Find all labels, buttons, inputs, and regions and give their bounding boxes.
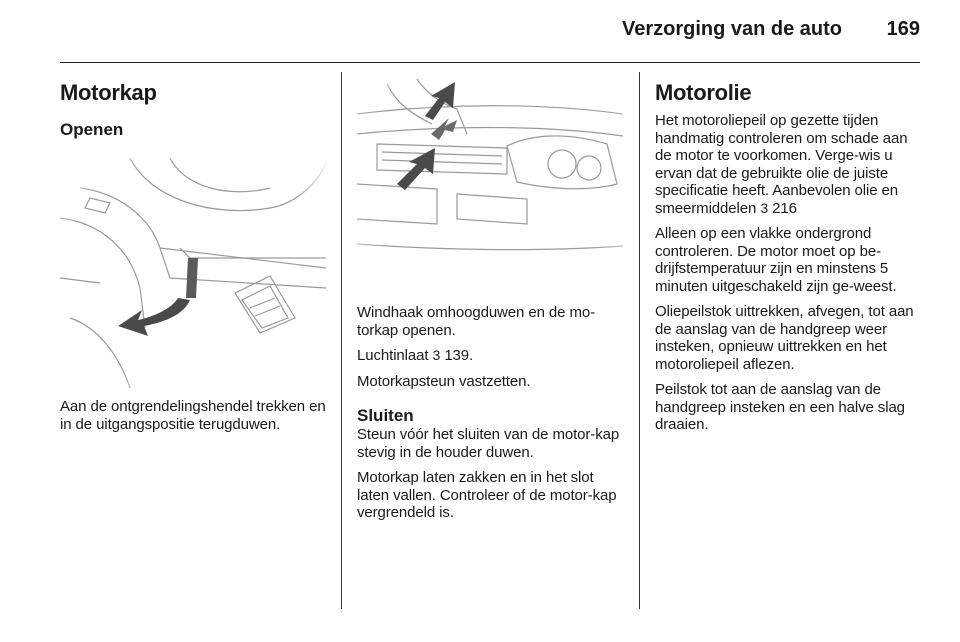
- cross-reference-icon: 3: [760, 199, 769, 216]
- oil-intro-paragraph: [655, 112, 925, 217]
- column-divider: [639, 72, 640, 609]
- column-hood: [60, 74, 330, 441]
- section-title-motorkap: Motorkap: [60, 80, 157, 105]
- step-secure-support: Motorkapsteun vastzetten.: [357, 372, 531, 390]
- page-header: [60, 0, 920, 63]
- oil-dipstick-reinsert: Peilstok tot aan de aanslag van de handgreep insteken en een halve slag draaien.: [655, 381, 905, 433]
- oil-check-conditions: Alleen op een vlakke ondergrond controleren. De motor moet op be-drijfstemperatuur zijn en minstens 5 minuten uitgeschakeld zijn ge-weest.: [655, 225, 897, 295]
- section-title-motorolie: Motorolie: [655, 80, 752, 105]
- oil-intro-text: Het motoroliepeil op gezette tijden handmatig controleren om schade aan de motor te voorkomen. Verge-wis u ervan dat de gebruikte olie de juiste specificatie heeft. Aanbevolen olie en smeermiddelen: [655, 112, 908, 217]
- page-number: 169: [886, 18, 920, 40]
- step-close-hood: Motorkap laten zakken en in het slot laten vallen. Controleer of de motor-kap vergrendeld is.: [357, 469, 617, 521]
- header-title: Verzorging van de auto: [621, 18, 842, 40]
- hood-latch-illustration: [357, 74, 623, 294]
- column-engine-oil: [655, 74, 925, 442]
- oil-dipstick-reading: Oliepeilstok uittrekken, afvegen, tot aan de aanslag van de handgreep weer insteken, opnieuw uittrekken en het motoroliepeil aflezen.: [655, 303, 914, 373]
- step-press-support: Steun vóór het sluiten van de motor-kap stevig in de houder duwen.: [357, 426, 620, 461]
- column-hood-steps: [357, 74, 623, 530]
- air-inlet-ref: [357, 347, 623, 365]
- air-inlet-page: 139.: [444, 347, 474, 364]
- column-divider: [341, 72, 342, 609]
- cross-reference-icon: 3: [432, 347, 441, 363]
- subtitle-openen: Openen: [60, 120, 124, 139]
- subtitle-sluiten: Sluiten: [357, 406, 414, 425]
- hood-release-lever-illustration: [60, 158, 326, 388]
- caption-release-lever: Aan de ontgrendelingshendel trekken en in de uitgangspositie terugduwen.: [60, 398, 326, 433]
- step-open-hood: Windhaak omhoogduwen en de mo-torkap openen.: [357, 304, 595, 339]
- oil-intro-page: 216: [772, 199, 797, 217]
- air-inlet-text: Luchtinlaat: [357, 347, 429, 364]
